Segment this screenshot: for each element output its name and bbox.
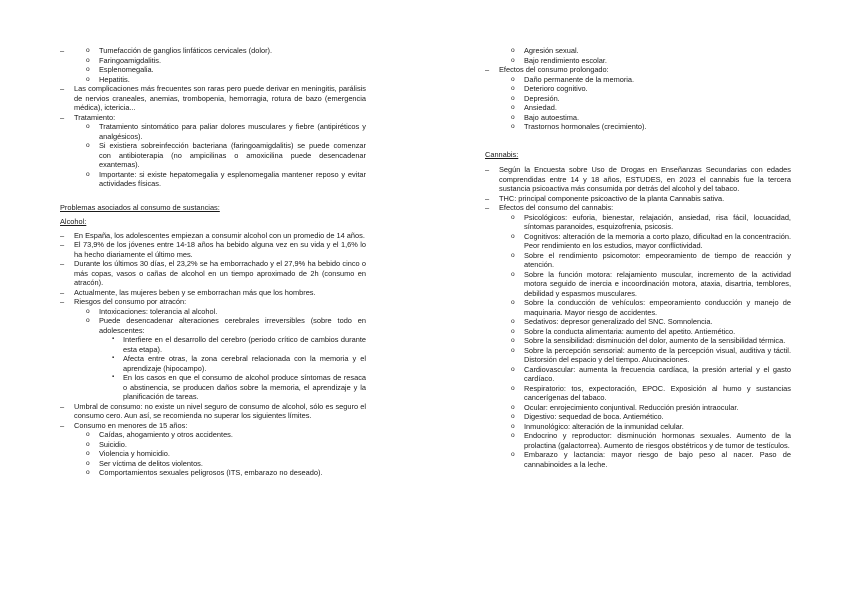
prolonged-effects-item <box>485 65 791 132</box>
list-item: o Sobre el rendimiento psicomotor: empeoramiento de tiempo de reacción y atención. <box>510 251 791 270</box>
list-item: o Inmunológico: alteración de la inmunidad celular. <box>510 422 791 432</box>
left-column <box>60 46 366 478</box>
list-item: o Depresión. <box>510 94 791 104</box>
list-item: o Faringoamigdalitis. <box>85 56 366 66</box>
list-item: o Ocular: enrojecimiento conjuntival. Reducción presión intraocular. <box>510 403 791 413</box>
cannabis-effects-label: Efectos del consumo del cannabis: <box>499 203 614 212</box>
cannabis-title: Cannabis: <box>485 149 519 159</box>
complications-item: – Las complicaciones más frecuentes son raras pero puede derivar en meningitis, parálisis de nervios craneales, anemias, trombopenia, hemorragia, rotura de bazo (emergencia médica), ictericia... <box>60 84 366 113</box>
prolonged-effects-label: Efectos del consumo prolongado: <box>499 65 609 74</box>
list-item: o Respiratorio: tos, expectoración, EPOC. Exposición al humo y sustancias cancerígenas del tabaco. <box>510 384 791 403</box>
list-item: o Tratamiento sintomático para paliar dolores musculares y fiebre (antipiréticos y analgésicos). <box>85 122 366 141</box>
list-item: o Comportamientos sexuales peligrosos (ITS, embarazo no deseado). <box>85 468 366 478</box>
list-item: o Caídas, ahogamiento y otros accidentes. <box>85 430 366 440</box>
list-item: o Deterioro cognitivo. <box>510 84 791 94</box>
list-item: o Ser víctima de delitos violentos. <box>85 459 366 469</box>
list-item: ▪ Afecta entre otras, la zona cerebral relacionada con la memoria y el aprendizaje (hipocampo). <box>111 354 366 373</box>
treatment-label: Tratamiento: <box>74 112 116 122</box>
list-item: o Psicológicos: euforia, bienestar, relajación, ansiedad, risa fácil, locuacidad, síntomas paranoides, esquizofrenia, psicosis. <box>510 213 791 232</box>
list-item: – Actualmente, las mujeres beben y se emborrachan más que los hombres. <box>60 288 366 298</box>
list-item: o Daño permanente de la memoria. <box>510 75 791 85</box>
list-item: o Embarazo y lactancia: mayor riesgo de bajo peso al nacer. Paso de cannabinoides a la leche. <box>510 450 791 469</box>
list-item: – Durante los últimos 30 días, el 23,2% se ha emborrachado y el 27,9% ha bebido cinco o más copas, vasos o cañas de alcohol en un tiempo aproximado de 2h (consumo en atracón). <box>60 259 366 288</box>
list-item: o Violencia y homicidio. <box>85 449 366 459</box>
list-item: o Endocrino y reproductor: disminución hormonas sexuales. Aumento de la prolactina (galactorrea). Aumento de riesgos obstétricos y de tumor de testículos. <box>510 431 791 450</box>
list-item: o Sobre la conducta alimentaria: aumento del apetito. Antiemético. <box>510 327 791 337</box>
list-item: o Trastornos hormonales (crecimiento). <box>510 122 791 132</box>
list-item: o Sobre la percepción sensorial: aumento de la percepción visual, auditiva y táctil. Distorsión del espacio y del tiempo. Alucinaciones. <box>510 346 791 365</box>
treatment-item <box>60 113 366 189</box>
list-item-text: Puede desencadenar alteraciones cerebrales irreversibles (sobre todo en adolescentes: <box>99 316 366 335</box>
list-item: o Cognitivos: alteración de la memoria a corto plazo, dificultad en la concentración. Peor rendimiento en los estudios, mayor conflictividad. <box>510 232 791 251</box>
list-item: o Hepatitis. <box>85 75 366 85</box>
risks-item <box>60 297 366 402</box>
threshold-item: – Umbral de consumo: no existe un nivel seguro de consumo de alcohol, sólo es seguro el consumo cero. Aun así, se recomienda no superar los siguientes límites. <box>60 402 366 421</box>
list-item: ▪ En los casos en que el consumo de alcohol produce síntomas de resaca o abstinencia, se producen daños sobre la memoria, el aprendizaje y la planificación de tareas. <box>111 373 366 402</box>
list-item: o Sobre la conducción de vehículos: empeoramiento conducción y manejo de maquinaria. Mayor riesgo de accidentes. <box>510 298 791 317</box>
cannabis-effects-item <box>485 203 791 469</box>
section-title: Problemas asociados al consumo de sustancias: <box>60 202 220 212</box>
alcohol-title: Alcohol: <box>60 217 87 226</box>
list-item: – El 73,9% de los jóvenes entre 14-18 años ha bebido alguna vez en su vida y el 1,6% lo ha hecho diariamente el último mes. <box>60 240 366 259</box>
list-item: o Sobre la función motora: relajamiento muscular, incremento de la actividad motora seguido de inercia e incoordinación motora, ataxia, disartria, temblores, debilidad y espasmos musculares. <box>510 270 791 299</box>
minors-item <box>60 421 366 478</box>
list-item <box>85 316 366 402</box>
list-item: – En España, los adolescentes empiezan a consumir alcohol con un promedio de 14 años. <box>60 231 366 241</box>
list-item: – Según la Encuesta sobre Uso de Drogas en Enseñanzas Secundarias con edades comprendidas entre 14 y 18 años, ESTUDES, en 2023 el cannabis fue la tercera sustancia psicoactiva más consumida por detrás del alcohol y del tabaco. <box>485 165 791 194</box>
list-item: o Intoxicaciones: tolerancia al alcohol. <box>85 307 366 317</box>
risks-label: Riesgos del consumo por atracón: <box>74 297 187 306</box>
minors-label: Consumo en menores de 15 años: <box>74 420 188 430</box>
list-item: o Ansiedad. <box>510 103 791 113</box>
list-item: o Suicidio. <box>85 440 366 450</box>
list-item: o Agresión sexual. <box>510 46 791 56</box>
list-item: – THC: principal componente psicoactivo de la planta Cannabis sativa. <box>485 194 791 204</box>
right-column <box>485 46 791 469</box>
list-item: ▪ Interfiere en el desarrollo del cerebro (periodo crítico de cambios durante esta etapa). <box>111 335 366 354</box>
list-item: o Sobre la sensibilidad: disminución del dolor, aumento de la sensibilidad térmica. <box>510 336 791 346</box>
list-item: o Esplenomegalia. <box>85 65 366 75</box>
list-item: o – Tumefacción de ganglios linfáticos cervicales (dolor). <box>85 46 366 56</box>
list-item: o Importante: si existe hepatomegalia y esplenomegalia mantener reposo y evitar actividades físicas. <box>85 170 366 189</box>
list-item: o Bajo rendimiento escolar. <box>510 56 791 66</box>
list-item: o Cardiovascular: aumenta la frecuencia cardíaca, la presión arterial y el gasto cardíaco. <box>510 365 791 384</box>
list-item: o Digestivo: sequedad de boca. Antiemético. <box>510 412 791 422</box>
list-item: o Sedativos: depresor generalizado del SNC. Somnolencia. <box>510 317 791 327</box>
list-item: o Bajo autoestima. <box>510 113 791 123</box>
list-item: o Si existiera sobreinfección bacteriana (faringoamigdalitis) se puede comenzar con antibioterapia (no ampicilinas o amoxicilina puede desencadenar exantemas). <box>85 141 366 170</box>
list-item <box>60 46 366 84</box>
